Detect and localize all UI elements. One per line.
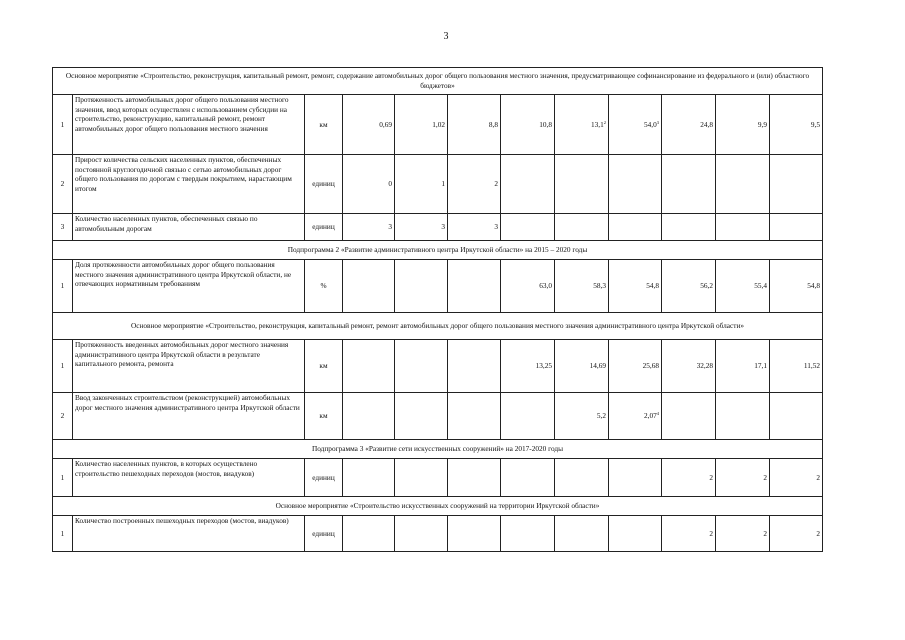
row-number: 2 [53,155,73,214]
value-cell [343,95,395,155]
value-cell [501,214,555,241]
indicator-name: Количество построенных пешеходных переходов (мостов, виадуков) [73,516,305,552]
value-cell [395,516,448,552]
indicator-name: Ввод законченных строительством (реконструкцией) автомобильных дорог местного значения административного центра Иркутской области [73,393,305,440]
section-heading-row [53,241,823,260]
value-cell [662,340,716,393]
section-heading: Подпрограмма 2 «Развитие административного центра Иркутской области» на 2015 – 2020 годы [53,241,823,260]
table-row [53,155,823,214]
value-cell [716,393,770,440]
value-cell [395,459,448,497]
value-cell [609,340,662,393]
value-cell [395,214,448,241]
value-cell [448,155,501,214]
value-cell [716,459,770,497]
table-row [53,393,823,440]
indicator-name: Доля протяженности автомобильных дорог общего пользования местного значения административного центра Иркутской области, не отвечающих нормативным требованиям [73,260,305,313]
indicator-name: Протяженность автомобильных дорог общего пользования местного значения, ввод которых осуществлен с использованием субсидии на строительство, реконструкцию, капитальный ремонт, ремонт автомобильных дорог общего пользования местного значения [73,95,305,155]
value-cell [555,214,609,241]
value-text: 2,07 [643,411,657,421]
section-heading-row [53,313,823,340]
value-text: 0 [388,179,392,189]
indicators-table [52,67,823,552]
value-cell [343,459,395,497]
table-row [53,260,823,313]
unit-of-measure: км [305,95,343,155]
value-text: 8,8 [488,119,498,129]
value-text: 3 [494,222,498,232]
unit-of-measure: единиц [305,155,343,214]
value-text: 56,2 [700,281,713,291]
row-number: 1 [53,260,73,313]
value-cell [609,260,662,313]
value-cell [555,393,609,440]
unit-of-measure: км [305,340,343,393]
value-cell [609,155,662,214]
row-number: 2 [53,393,73,440]
value-cell [770,459,823,497]
value-cell [770,214,823,241]
value-text: 0,69 [379,119,392,129]
value-text: 10,8 [539,119,552,129]
value-cell [609,95,662,155]
value-text: 32,28 [696,361,713,371]
value-cell [662,155,716,214]
value-cell [448,459,501,497]
value-cell [716,155,770,214]
value-text: 2 [709,472,713,482]
value-cell [662,260,716,313]
value-text: 9,5 [810,119,820,129]
value-cell [501,260,555,313]
value-cell [770,516,823,552]
unit-of-measure: единиц [305,516,343,552]
value-text: 13,1 [590,119,604,129]
table-row [53,516,823,552]
value-text: 3 [441,222,445,232]
value-cell [716,95,770,155]
value-cell [343,393,395,440]
value-text: 2 [709,528,713,538]
indicator-name: Протяженность введенных автомобильных дорог местного значения административного центра Иркутской области в результате капитального ремонта, ремонта [73,340,305,393]
unit-of-measure: % [305,260,343,313]
value-text: 24,8 [700,119,713,129]
table-row [53,459,823,497]
page-number: 3 [443,31,449,42]
value-cell [448,393,501,440]
section-heading: Основное мероприятие «Строительство искусственных сооружений на территории Иркутской области» [53,497,823,516]
value-cell [716,516,770,552]
value-cell [716,260,770,313]
value-cell [343,155,395,214]
value-cell [609,393,662,440]
value-text: 54,8 [646,281,659,291]
unit-of-measure: км [305,393,343,440]
table-row [53,95,823,155]
value-cell [609,214,662,241]
value-cell [555,155,609,214]
row-number: 1 [53,459,73,497]
value-text: 2 [494,179,498,189]
value-text: 25,68 [642,361,659,371]
section-heading: Основное мероприятие «Строительство, реконструкция, капитальный ремонт, ремонт, содержание автомобильных дорог общего пользования местного значения, предусматривающее софинансирование из федерального и (или) областного бюджетов» [53,68,823,95]
value-cell [770,155,823,214]
value-cell [501,393,555,440]
value-cell [555,340,609,393]
value-cell [448,214,501,241]
value-cell [662,516,716,552]
footnote-marker: 2 [603,119,606,125]
value-text: 2 [763,472,767,482]
value-text: 55,4 [754,281,767,291]
section-heading-row [53,440,823,459]
value-cell [770,340,823,393]
value-text: 2 [763,528,767,538]
value-text: 3 [388,222,392,232]
value-cell [555,516,609,552]
value-cell [555,95,609,155]
value-cell [343,340,395,393]
value-cell [395,393,448,440]
value-cell [555,459,609,497]
value-cell [448,516,501,552]
value-cell [343,516,395,552]
value-cell [662,393,716,440]
value-cell [501,340,555,393]
row-number: 3 [53,214,73,241]
row-number: 1 [53,516,73,552]
value-cell [448,340,501,393]
value-text: 54,8 [807,281,820,291]
value-text: 5,2 [596,411,606,421]
section-heading-row [53,68,823,95]
indicator-name: Прирост количества сельских населенных пунктов, обеспеченных постоянной круглогодичной связью с сетью автомобильных дорог общего пользования по дорогам с твердым покрытием, нарастающим итогом [73,155,305,214]
unit-of-measure: единиц [305,459,343,497]
value-text: 1 [441,179,445,189]
value-text: 54,0 [643,119,657,129]
unit-of-measure: единиц [305,214,343,241]
value-text: 9,9 [757,119,767,129]
value-cell [662,214,716,241]
row-number: 1 [53,95,73,155]
value-text: 2 [816,528,820,538]
value-cell [501,95,555,155]
value-text: 2 [816,472,820,482]
footnote-marker: 4 [656,411,659,417]
value-text: 1,02 [432,119,445,129]
value-cell [770,260,823,313]
indicator-name: Количество населенных пунктов, обеспеченных связью по автомобильным дорогам [73,214,305,241]
value-cell [395,155,448,214]
value-cell [501,459,555,497]
value-text: 58,3 [593,281,606,291]
table-row [53,340,823,393]
value-text: 17,1 [754,361,767,371]
value-cell [501,155,555,214]
value-cell [609,459,662,497]
value-text: 13,25 [535,361,552,371]
section-heading: Подпрограмма 3 «Развитие сети искусственных сооружений» на 2017-2020 годы [53,440,823,459]
value-cell [662,95,716,155]
value-cell [448,260,501,313]
value-cell [501,516,555,552]
row-number: 1 [53,340,73,393]
value-cell [555,260,609,313]
value-cell [395,340,448,393]
value-text: 11,52 [803,361,820,371]
value-cell [716,214,770,241]
section-heading: Основное мероприятие «Строительство, реконструкция, капитальный ремонт, ремонт автомобильных дорог общего пользования местного значения административного центра Иркутской области» [53,313,823,340]
value-cell [343,214,395,241]
value-cell [770,95,823,155]
value-cell [395,95,448,155]
value-cell [343,260,395,313]
value-cell [609,516,662,552]
value-cell [770,393,823,440]
section-heading-row [53,497,823,516]
value-cell [395,260,448,313]
table-row [53,214,823,241]
value-text: 14,69 [589,361,606,371]
value-cell [716,340,770,393]
footnote-marker: 3 [656,119,659,125]
value-cell [448,95,501,155]
indicator-name: Количество населенных пунктов, в которых осуществлено строительство пешеходных переходов (мостов, виадуков) [73,459,305,497]
value-cell [662,459,716,497]
value-text: 63,0 [539,281,552,291]
